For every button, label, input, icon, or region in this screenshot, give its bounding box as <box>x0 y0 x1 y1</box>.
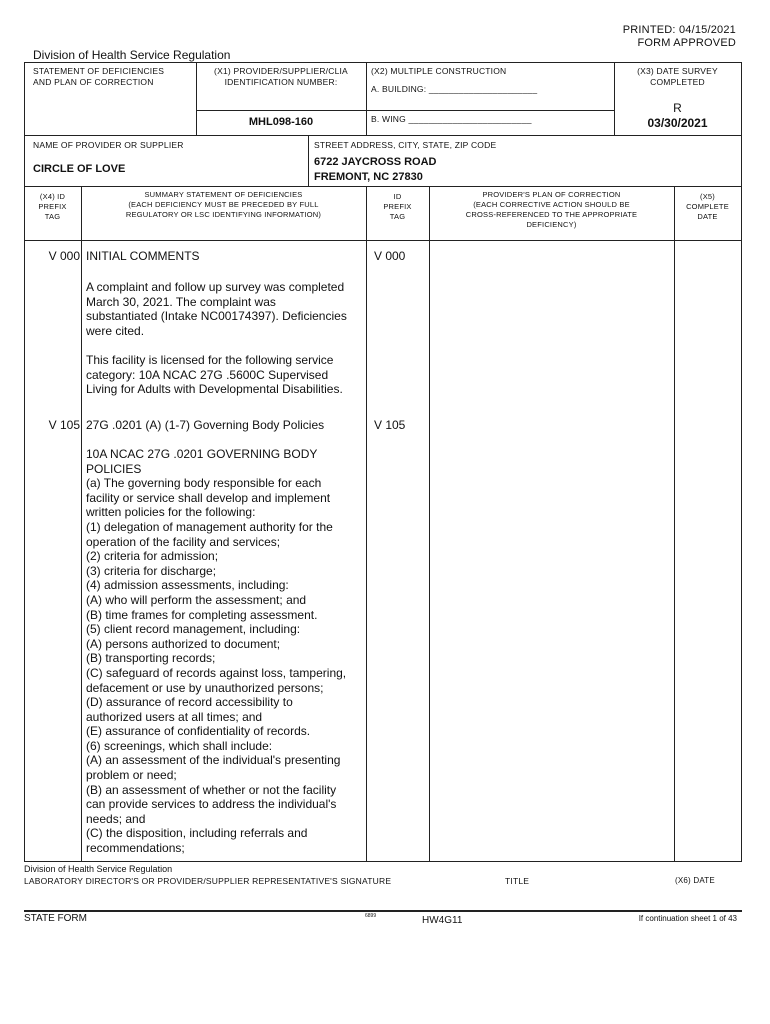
building-label: A. BUILDING: ______________________ <box>371 84 538 94</box>
col-id: ID PREFIX TAG <box>383 192 412 221</box>
form-approved: FORM APPROVED <box>637 37 736 49</box>
col-plan: PROVIDER'S PLAN OF CORRECTION (EACH CORRECTIVE ACTION SHOULD BE CROSS-REFERENCED TO THE APPROPRIATE DEFICIENCY) <box>465 190 638 229</box>
provider-name-label: NAME OF PROVIDER OR SUPPLIER <box>33 140 184 150</box>
v000-paragraph-2: This facility is licensed for the following service category: 10A NCAC 27G .5600C Supervised Living for Adults with Developmental Disabilities. <box>86 353 343 397</box>
continuation-sheet: If continuation sheet 1 of 43 <box>638 914 737 923</box>
statement-label: STATEMENT OF DEFICIENCIES AND PLAN OF CORRECTION <box>33 66 165 87</box>
v000-title: INITIAL COMMENTS <box>86 249 200 263</box>
printed-date: PRINTED: 04/15/2021 <box>622 24 736 36</box>
v000-tag: V 000 <box>48 249 80 263</box>
v000-id: V 000 <box>374 249 406 263</box>
col-summary: SUMMARY STATEMENT OF DEFICIENCIES (EACH DEFICIENCY MUST BE PRECEDED BY FULL REGULATORY OR LSC IDENTIFYING INFORMATION) <box>125 190 322 219</box>
footer-division: Division of Health Service Regulation <box>24 864 173 874</box>
x3-date: 03/30/2021 <box>647 116 708 130</box>
form-number: 6899 <box>365 913 377 919</box>
v105-title: 27G .0201 (A) (1-7) Governing Body Policies <box>86 418 325 432</box>
col-x4: (X4) ID PREFIX TAG <box>38 192 67 221</box>
col-x5: (X5) COMPLETE DATE <box>686 192 729 221</box>
division-title: Division of Health Service Regulation <box>33 48 231 62</box>
title-label: TITLE <box>505 876 530 886</box>
v105-id: V 105 <box>374 418 406 432</box>
address-line1: 6722 JAYCROSS ROAD <box>314 156 437 168</box>
x1-label: (X1) PROVIDER/SUPPLIER/CLIA IDENTIFICATION NUMBER: <box>214 66 348 87</box>
x3-r: R <box>673 101 682 115</box>
provider-name: CIRCLE OF LOVE <box>33 163 126 175</box>
v105-body: 10A NCAC 27G .0201 GOVERNING BODY POLICIES (a) The governing body responsible for each facility or service shall develop and implement written policies for the following: (1) delegation of management authority for the operation of the facility and services; (2) criteria for admission; (3) criteria for discharge; (4) admission assessments, including: (A) who will perform the assessment; and (B) time frames for completing assessment. (5) client record management, including: (A) persons authorized to document; (B) transporting records; (C) safeguard of records against loss, tampering, defacement or use by unauthorized persons; (D) assurance of record accessibility to authorized users at all times; and (E) assurance of confidentiality of records. (6) screenings, which shall include: (A) an assessment of the individual's presenting problem or need; (B) an assessment of whether or not the facility can provide services to address the individual's needs; and (C) the disposition, including referrals and recommendations; <box>86 447 347 856</box>
x1-value: MHL098-160 <box>248 116 314 128</box>
signature-label: LABORATORY DIRECTOR'S OR PROVIDER/SUPPLIER REPRESENTATIVE'S SIGNATURE <box>24 876 392 886</box>
v105-tag: V 105 <box>48 418 80 432</box>
x2-label: (X2) MULTIPLE CONSTRUCTION <box>371 66 507 76</box>
state-form-label: STATE FORM <box>24 913 87 924</box>
printed-info <box>623 24 736 50</box>
address-label: STREET ADDRESS, CITY, STATE, ZIP CODE <box>314 140 497 150</box>
address-line2: FREMONT, NC 27830 <box>314 171 423 183</box>
v000-paragraph-1: A complaint and follow up survey was completed March 30, 2021. The complaint was substantiated (Intake NC00174397). Deficiencies were cited. <box>86 280 347 338</box>
x6-date-label: (X6) DATE <box>675 876 715 885</box>
address <box>314 155 436 185</box>
form-code: HW4G11 <box>422 915 463 926</box>
x3-label: (X3) DATE SURVEY COMPLETED <box>637 66 718 87</box>
wing-label: B. WING _________________________ <box>371 114 532 124</box>
